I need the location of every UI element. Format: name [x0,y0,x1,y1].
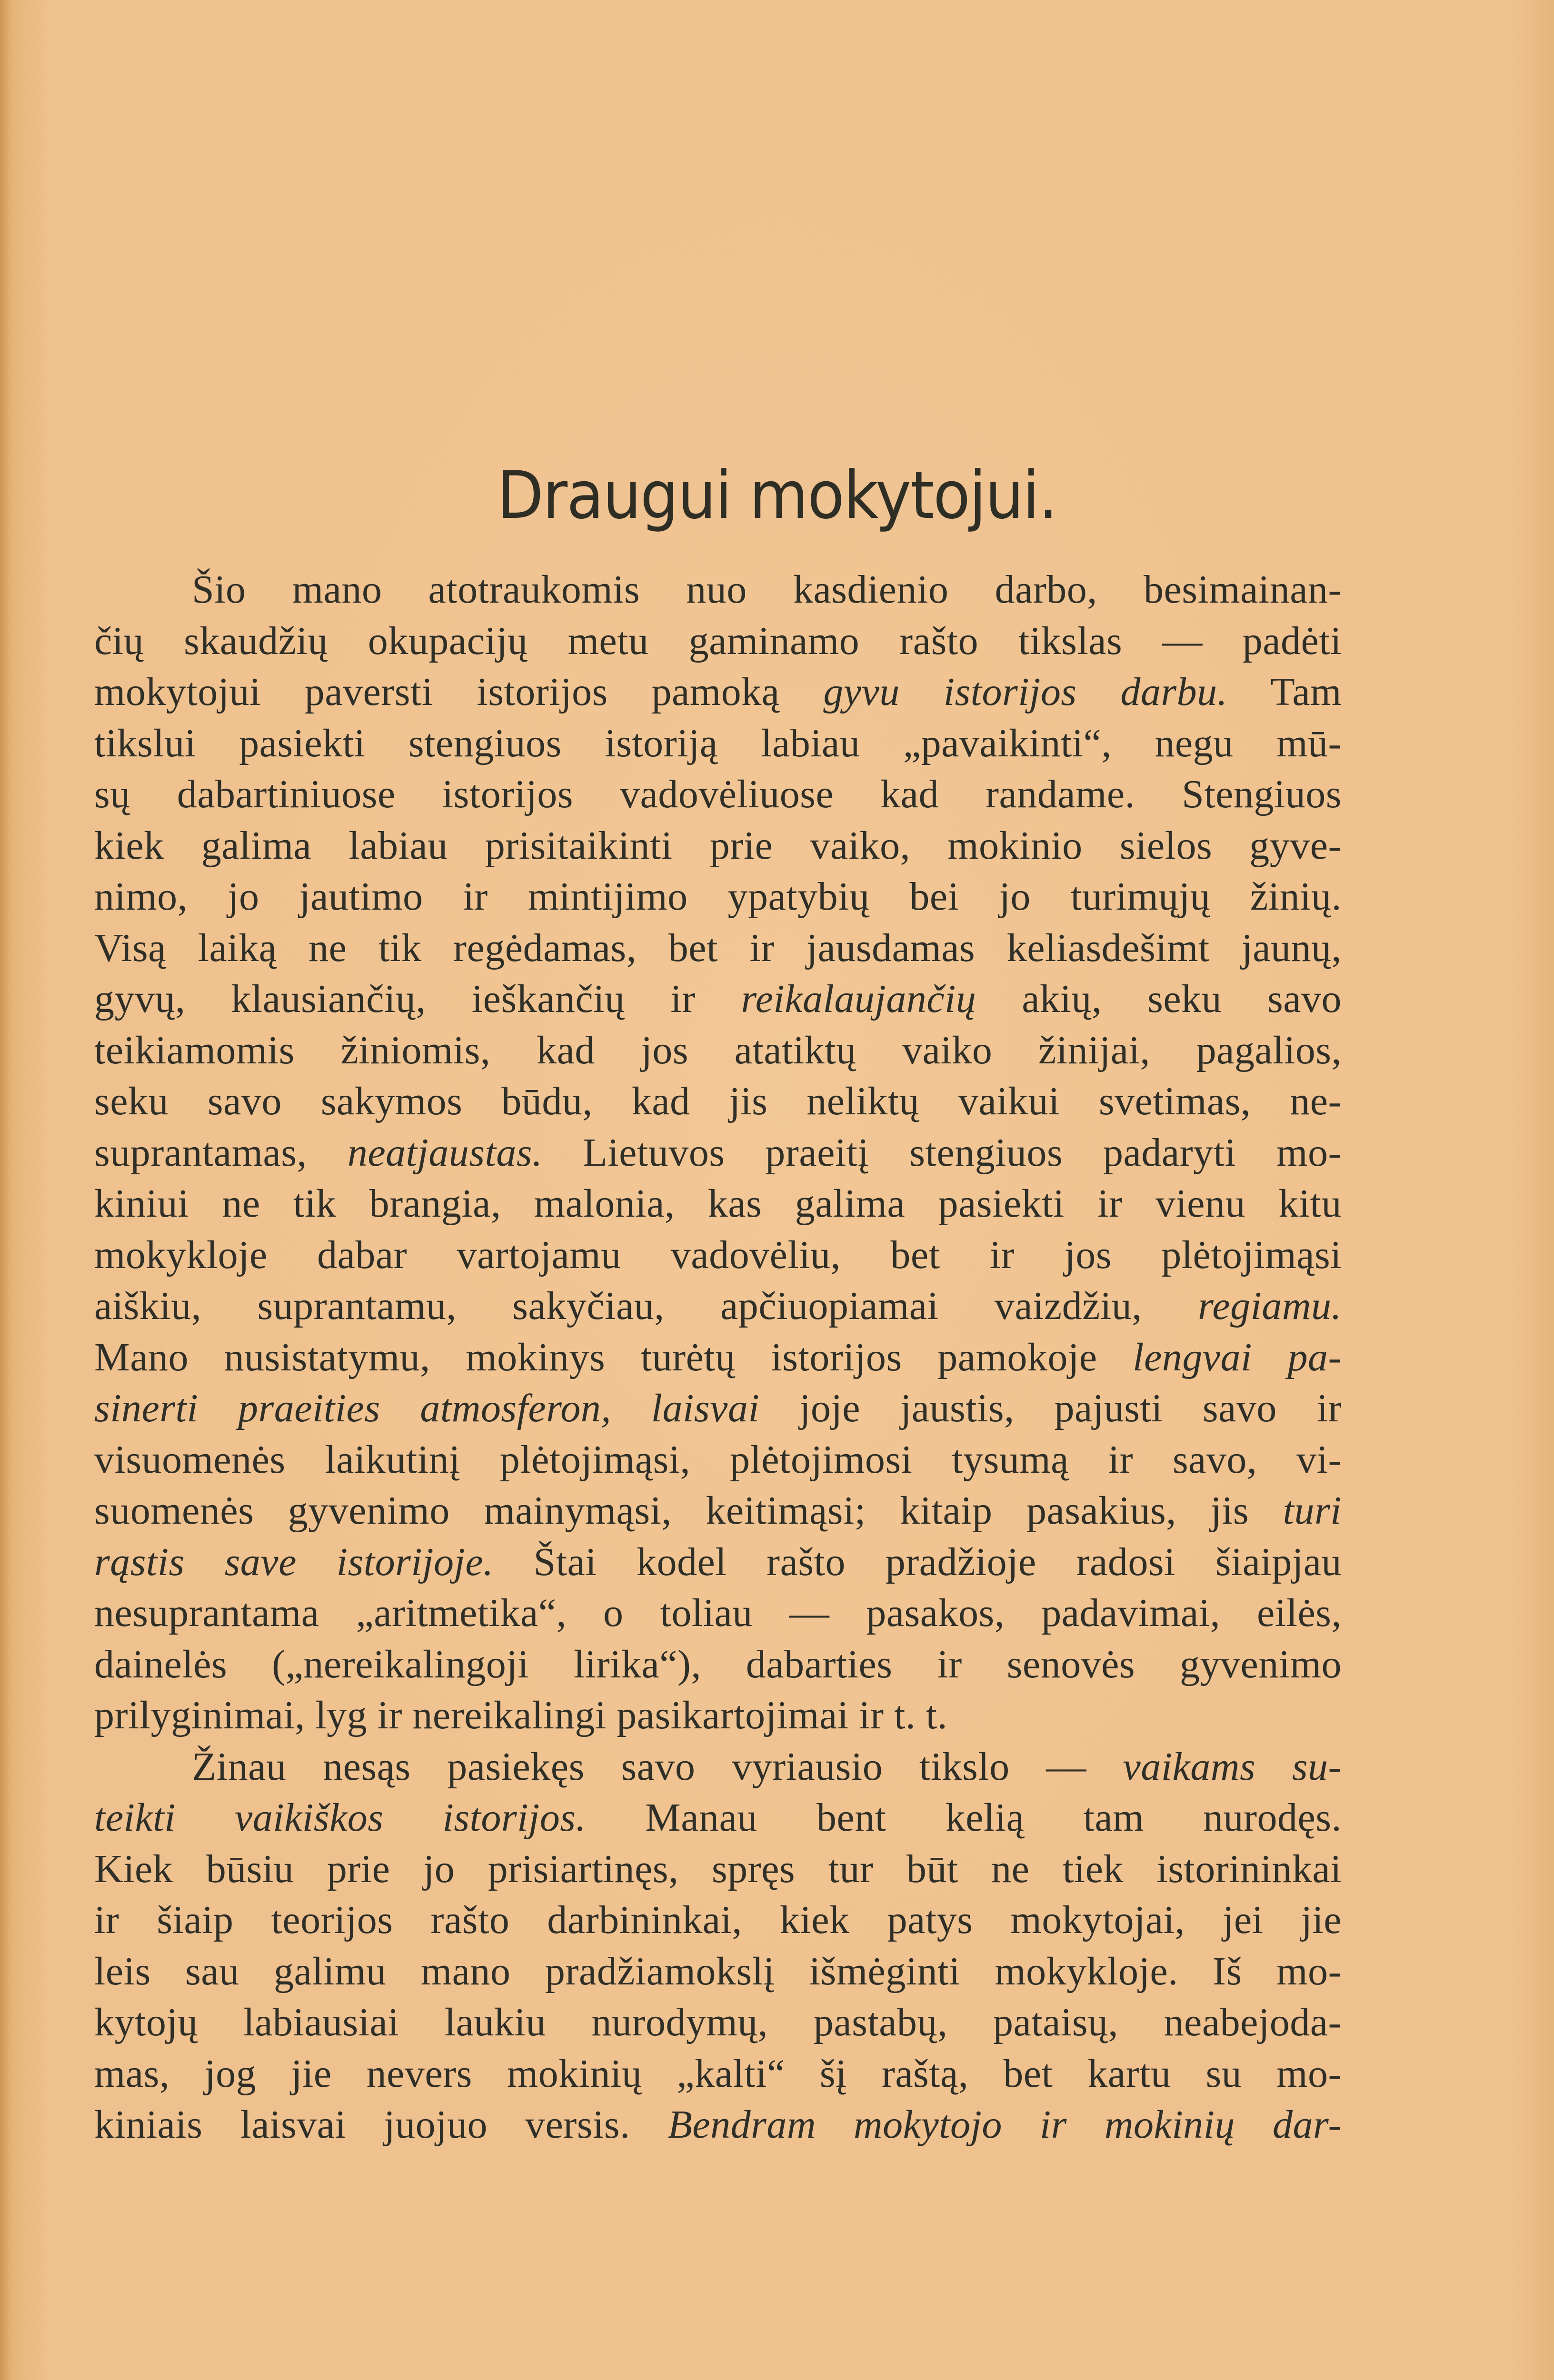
text-line [94,1332,1342,1383]
text-segment: nimo, jo jautimo ir mintijimo ypatybių bei jo turimųjų žinių. [94,874,1342,919]
text-line [94,1230,1342,1281]
text-segment: sų dabartiniuose istorijos vadovėliuose kad randame. Stengiuos [94,772,1342,816]
text-segment: leis sau galimu mano pradžiamokslį išmėginti mokykloje. Iš mo- [94,1949,1342,1993]
italic-text-segment: turi [1283,1488,1342,1533]
italic-text-segment: lengvai pa- [1133,1335,1342,1379]
text-line [94,1639,1342,1690]
text-line [94,1280,1342,1332]
text-segment: Štai kodel rašto pradžioje radosi šiaipjau [493,1539,1342,1584]
italic-text-segment: reikalaujančių [741,977,976,1021]
text-segment: čių skaudžių okupacijų metu gaminamo rašto tikslas — padėti [94,618,1342,663]
text-line [94,1178,1342,1230]
text-line [94,2099,1342,2151]
text-segment: teikiamomis žiniomis, kad jos atatiktų vaiko žinijai, pagalios, [94,1028,1342,1072]
text-segment: mokytojui paversti istorijos pamoką [94,670,824,714]
text-line [94,718,1342,769]
text-segment: Šio mano atotraukomis nuo kasdienio darbo, besimainan- [192,567,1342,612]
text-segment: seku savo sakymos būdu, kad jis neliktų vaikui svetimas, ne- [94,1079,1342,1123]
text-segment: Visą laiką ne tik regėdamas, bet ir jausdamas keliasdešimt jaunų, [94,925,1342,970]
text-line [94,1844,1342,1895]
text-line [94,666,1342,718]
text-segment: nesuprantama „aritmetika“, o toliau — pasakos, padavimai, eilės, [94,1591,1342,1635]
text-segment: suomenės gyvenimo mainymąsi, keitimąsi; kitaip pasakius, jis [94,1488,1283,1533]
text-segment: dainelės („nereikalingoji lirika“), dabarties ir senovės gyvenimo [94,1642,1342,1686]
text-line [94,564,1342,615]
body-text [94,564,1342,2151]
text-line [94,922,1342,974]
text-line [94,769,1342,820]
text-line [94,1485,1342,1537]
text-segment: Žinau nesąs pasiekęs savo vyriausio tikslo — [192,1744,1123,1789]
text-line [94,1076,1342,1127]
italic-text-segment: rąstis save istorijoje. [94,1539,494,1584]
text-line [94,1025,1342,1076]
text-segment: ir šiaip teorijos rašto darbininkai, kiek patys mokytojai, jei jie [94,1898,1342,1942]
text-segment: kiniais laisvai juojuo versis. [94,2102,668,2147]
text-segment: Manau bent kelią tam nurodęs. [586,1795,1342,1840]
page-binding-edge [0,0,10,2380]
text-segment: Tam [1227,670,1342,714]
text-segment: visuomenės laikutinį plėtojimąsi, plėtojimosi tysumą ir savo, vi- [94,1437,1342,1482]
text-line [94,820,1342,872]
page-title: Draugui mokytojui. [497,457,1057,534]
text-line [94,871,1342,922]
text-segment: Lietuvos praeitį stengiuos padaryti mo- [542,1130,1342,1175]
text-segment: prilyginimai, lyg ir nereikalingi pasikartojimai ir t. t. [94,1693,948,1737]
text-segment: joje jaustis, pajusti savo ir [759,1386,1342,1430]
text-segment: kytojų labiausiai laukiu nurodymų, pastabų, pataisų, neabejoda- [94,2000,1342,2044]
text-segment: gyvų, klausiančių, ieškančių ir [94,977,741,1021]
italic-text-segment: neatjaustas. [347,1130,543,1175]
text-line [94,1997,1342,2048]
text-segment: mas, jog jie nevers mokinių „kalti“ šį raštą, bet kartu su mo- [94,2051,1342,2096]
text-segment: mokykloje dabar vartojamu vadovėliu, bet ir jos plėtojimąsi [94,1232,1342,1277]
text-segment: Kiek būsiu prie jo prisiartinęs, spręs tur būt ne tiek istorininkai [94,1846,1342,1891]
text-line [94,1946,1342,1997]
italic-text-segment: gyvu istorijos darbu. [823,670,1228,714]
text-line [94,1127,1342,1179]
text-line [94,973,1342,1025]
text-line [94,2048,1342,2100]
italic-text-segment: sinerti praeities atmosferon, laisvai [94,1386,760,1430]
text-line [94,1537,1342,1588]
text-segment: kiniui ne tik brangia, malonia, kas galima pasiekti ir vienu kitu [94,1181,1342,1226]
text-segment: aiškiu, suprantamu, sakyčiau, apčiuopiamai vaizdžiu, [94,1284,1198,1328]
text-line [94,1690,1342,1741]
text-line [94,1792,1342,1844]
text-line [94,615,1342,667]
text-segment: Mano nusistatymu, mokinys turėtų istorijos pamokoje [94,1335,1133,1379]
italic-text-segment: teikti vaikiškos istorijos. [94,1795,586,1840]
text-segment: suprantamas, [94,1130,348,1175]
italic-text-segment: vaikams su- [1123,1744,1342,1789]
text-segment: akių, seku savo [976,977,1342,1021]
text-segment: kiek galima labiau prisitaikinti prie vaiko, mokinio sielos gyve- [94,823,1342,868]
text-line [94,1741,1342,1793]
text-line [94,1894,1342,1946]
italic-text-segment: Bendram mokytojo ir mokinių dar- [667,2102,1342,2147]
text-line [94,1587,1342,1639]
italic-text-segment: regiamu. [1198,1284,1342,1328]
text-segment: tikslui pasiekti stengiuos istoriją labiau „pavaikinti“, negu mū- [94,721,1342,765]
text-line [94,1434,1342,1486]
text-line [94,1383,1342,1434]
